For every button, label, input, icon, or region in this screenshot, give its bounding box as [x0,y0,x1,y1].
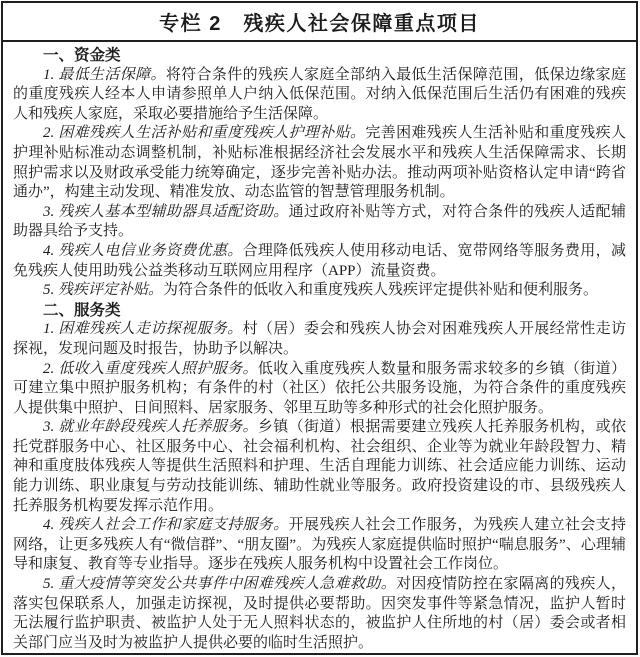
item-text: 通过政府补贴等方式，对符合条件的残疾人适配辅助器具给予支持。 [13,203,626,240]
item-lead: 5. 重大疫情等突发公共事件中困难残疾人急难救助。 [43,576,397,593]
item-text: 完善困难残疾人生活补贴和重度残疾人护理补贴标准动态调整机制，补贴标准根据经济社会发展水平和残疾人生活保障需求、长期照护需求以及财政承受能力统筹确定，逐步完善补贴办法。推动两项补贴资格认定申请“跨省通办”，构建主动发现、精准发放、动态监管的智慧管理服务机制。 [13,125,626,201]
item-text: 村（居）委会和残疾人协会对困难残疾人开展经常性走访探视，发现问题及时报告，协助予以解决。 [13,321,626,357]
item-lead: 2. 低收入重度残疾人照护服务。 [43,360,258,377]
item-lead: 1. 困难残疾人走访探视服务。 [43,321,243,338]
item-text: 将符合条件的残疾人家庭全部纳入最低生活保障范围，低保边缘家庭的重度残疾人经本人申请参照单人户纳入低保范围。对纳入低保范围后生活仍有困难的残疾人和残疾人家庭，采取必要措施给予生活保障。 [13,66,626,122]
list-item [13,575,626,653]
column-box [1,1,638,655]
list-item [13,320,626,359]
list-item [13,281,626,301]
section-heading-funding: 一、资金类 [43,47,121,64]
item-text: 合理降低残疾人使用移动电话、宽带网络等服务费用，减免残疾人使用助残公益类移动互联网应用程序（APP）流量资费。 [13,242,626,279]
section-heading-services: 二、服务类 [43,301,121,319]
column-body [3,42,636,653]
item-text: 开展残疾人社会工作服务，为残疾人建立社会支持网络，让更多残疾人有“微信群”、“朋友圈”。为残疾人家庭提供临时照护“喘息服务”、心理辅导和康复、教育等专业指导。逐步在残疾人服务机构中设置社会工作岗位。 [13,517,626,573]
item-text: 对因疫情防控在家隔离的残疾人，落实包保联系人，加强走访探视，及时提供必要帮助。因突发事件等紧急情况，监护人暂时无法履行监护职责、被监护人处于无人照料状态的，被监护人住所地的村（居）委会或者相关部门应当及时为被监护人提供必要的临时生活照护。 [13,576,626,651]
list-item [13,516,626,575]
item-lead: 4. 残疾人社会工作和家庭支持服务。 [43,517,289,534]
list-item [13,124,626,202]
list-item [13,203,626,242]
list-item [13,418,626,516]
item-lead: 3. 就业年龄段残疾人托养服务。 [43,419,258,436]
item-text: 乡镇（街道）根据需要建立残疾人托养服务机构，或依托党群服务中心、社区服务中心、社会福利机构、社会组织、企业等为就业年龄段智力、精神和重度肢体残疾人等提供生活照料和护理、生活自理能力训练、社会适应能力训练、运动能力训练、职业康复与劳动技能训练、辅助性就业等服务。政府投资建设的市、县级残疾人托养服务机构要发挥示范作用。 [13,419,626,514]
column-title: 专栏 2 残疾人社会保障重点项目 [3,3,636,42]
item-text: 低收入重度残疾人数量和服务需求较多的乡镇（街道）可建立集中照护服务机构；有条件的村（社区）依托公共服务设施，为符合条件的重度残疾人提供集中照护、日间照料、居家服务、邻里互助等多种形式的社会化照护服务。 [13,360,626,416]
item-lead: 3. 残疾人基本型辅助器具适配资助。 [43,203,289,220]
list-item [13,66,626,125]
item-lead: 4. 残疾人电信业务资费优惠。 [43,242,243,259]
item-lead: 1. 最低生活保障。 [43,66,166,83]
item-lead: 5. 残疾评定补贴。 [43,282,164,299]
list-item [13,242,626,281]
item-lead: 2. 困难残疾人生活补贴和重度残疾人护理补贴。 [43,125,366,142]
item-text: 为符合条件的低收入和重度残疾人残疾评定提供补贴和便利服务。 [163,282,599,299]
list-item [13,360,626,419]
